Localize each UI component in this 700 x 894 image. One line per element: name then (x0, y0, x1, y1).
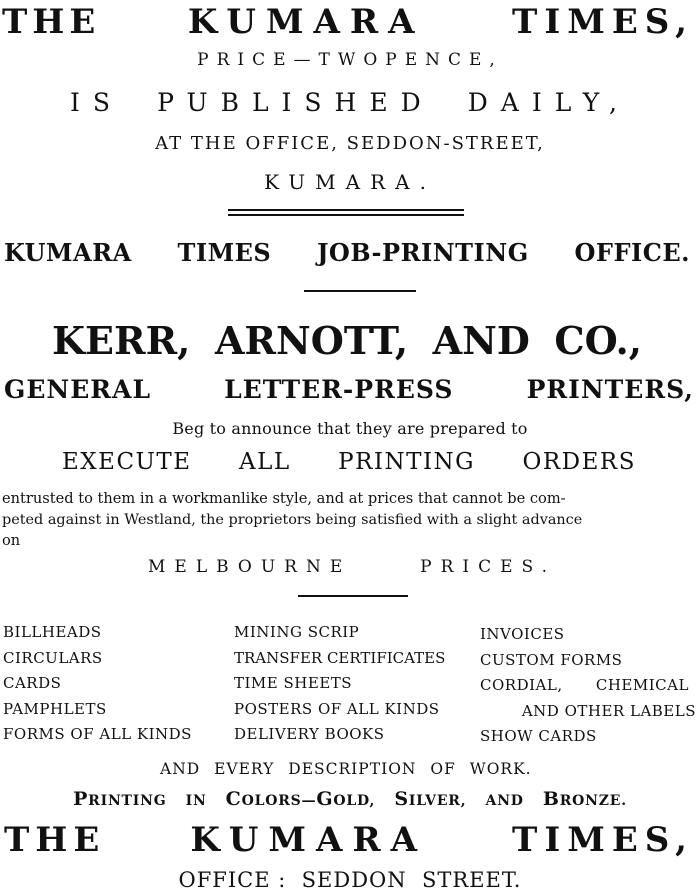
trade-line (4, 375, 694, 404)
service-item: AND OTHER LABELS (521, 701, 696, 720)
service-item: TRANSFER CERTIFICATES (234, 648, 446, 667)
firm-word: KERR, (52, 318, 191, 363)
footer-word: KUMARA (190, 820, 428, 860)
every-description-line: AND EVERY DESCRIPTION OF WORK. (160, 760, 532, 778)
masthead-word: KUMARA (187, 2, 425, 42)
masthead-word: TIMES, (512, 2, 694, 42)
double-rule-top (228, 209, 464, 211)
service-item: INVOICES (480, 625, 565, 643)
execute-line (62, 449, 636, 475)
service-item: CARDS (3, 674, 62, 692)
colors-word: GOLD, (316, 788, 376, 810)
firm-word: ARNOTT, (214, 318, 409, 363)
footer-title (4, 820, 694, 860)
colors-word: SILVER, (394, 788, 467, 810)
body-line: on (2, 532, 21, 549)
execute-word: ALL (239, 449, 291, 475)
masthead-word: THE (2, 2, 101, 42)
execute-word: PRINTING (338, 449, 476, 475)
service-item: PAMPHLETS (3, 699, 107, 718)
announce-line: Beg to announce that they are prepared to (172, 419, 528, 438)
colors-line (0, 788, 700, 810)
execute-word: EXECUTE (62, 449, 192, 475)
firm-name (52, 318, 642, 363)
service-item: FORMS OF ALL KINDS (3, 725, 192, 743)
double-rule-bottom (228, 214, 464, 216)
firm-word: AND (432, 318, 530, 363)
body-line: peted against in Westland, the proprietors being satisfied with a slight advance (2, 512, 583, 528)
published-word: DAILY, (467, 88, 630, 117)
colors-word: COLORS— (225, 788, 317, 810)
service-item: SHOW CARDS (480, 727, 597, 745)
footer-word: THE (4, 820, 106, 860)
colors-word: AND (485, 793, 524, 809)
body-line: entrusted to them in a workmanlike style, and at prices that cannot be com- (2, 490, 566, 507)
trade-word: LETTER-PRESS (224, 375, 454, 404)
service-item: DELIVERY BOOKS (234, 725, 385, 743)
services-column-2 (234, 623, 445, 751)
published-word: IS (70, 88, 124, 117)
colors-word: IN (185, 793, 207, 809)
short-rule-2 (298, 595, 408, 597)
service-item: CIRCULARS (3, 648, 103, 667)
price-line: PRICE—TWOPENCE, (197, 50, 503, 70)
service-item: CORDIAL, CHEMICAL (480, 676, 689, 694)
melbourne-line (148, 557, 556, 577)
masthead-title (2, 2, 694, 42)
footer-office: OFFICE : SEDDON STREET. (178, 868, 522, 892)
services-column-3 (480, 625, 696, 753)
colors-word: PRINTING (73, 788, 167, 810)
job-office-word: OFFICE. (574, 238, 690, 267)
execute-word: ORDERS (522, 449, 636, 475)
melbourne-word: PRICES. (420, 557, 556, 577)
service-item: CUSTOM FORMS (480, 650, 623, 669)
published-word: PUBLISHED (157, 88, 434, 117)
job-office-heading (4, 238, 690, 267)
footer-word: TIMES, (512, 820, 694, 860)
trade-word: PRINTERS, (526, 375, 694, 404)
melbourne-word: MELBOURNE (148, 557, 352, 577)
services-column-1 (3, 623, 192, 751)
service-item: POSTERS OF ALL KINDS (234, 699, 440, 718)
service-item: TIME SHEETS (234, 674, 353, 692)
service-item: BILLHEADS (3, 623, 102, 641)
job-office-word: KUMARA (4, 238, 132, 267)
firm-word: CO., (554, 318, 642, 363)
short-rule-1 (304, 290, 416, 292)
trade-word: GENERAL (4, 375, 152, 404)
published-line (70, 88, 630, 117)
office-line: AT THE OFFICE, SEDDON-STREET, (155, 133, 545, 154)
service-item: MINING SCRIP (234, 623, 360, 641)
job-office-word: TIMES (177, 238, 272, 267)
colors-word: BRONZE. (542, 788, 627, 810)
town-line: KUMARA. (264, 170, 436, 194)
job-office-word: JOB-PRINTING (317, 238, 529, 267)
